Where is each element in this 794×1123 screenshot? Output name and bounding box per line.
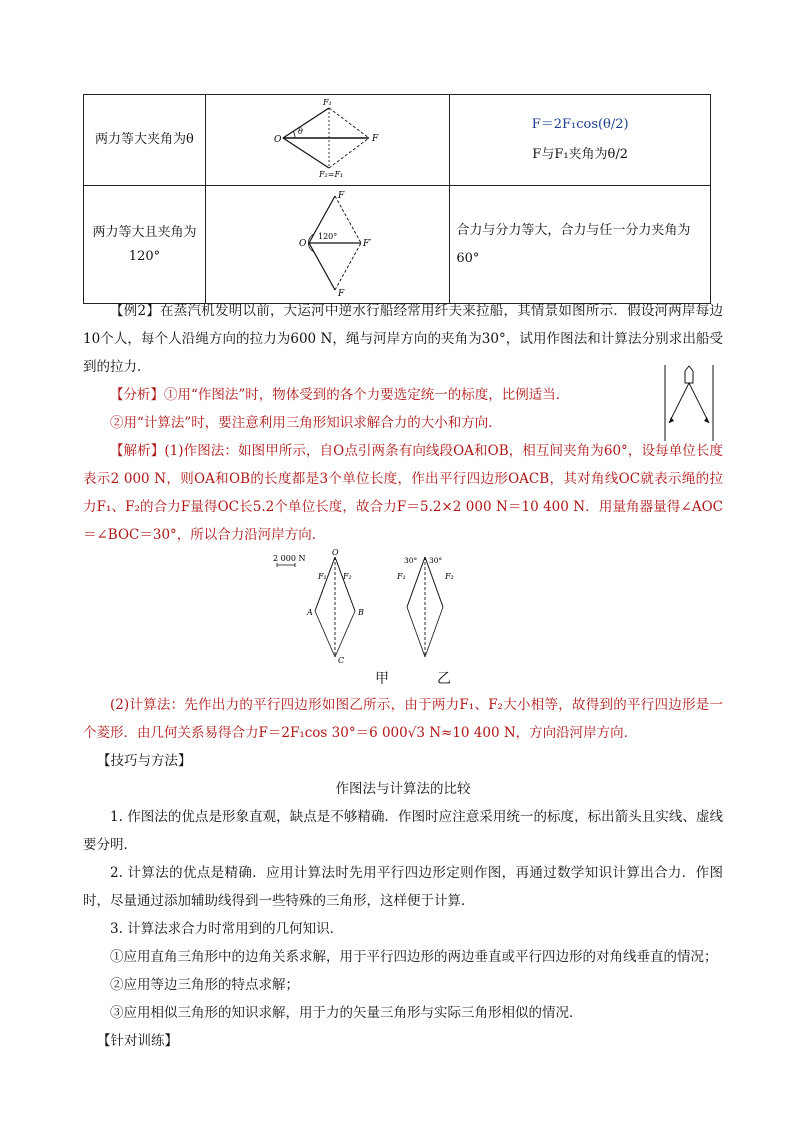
analysis-2: ②用“计算法”时，要注意利用三角形知识求解合力的大小和方向． [110, 415, 502, 431]
tips-head: 【技巧与方法】 [97, 753, 192, 769]
svg-text:F₂: F₂ [445, 572, 454, 581]
caption-jia: 甲 [375, 671, 389, 687]
caption-yi: 乙 [437, 671, 451, 687]
table-row [84, 186, 711, 304]
row2-desc: 合力与分力等大，合力与任一分力夹角为60° [450, 186, 711, 304]
row2-label: 两力等大且夹角为120° [84, 186, 206, 304]
figures-jia-yi [83, 549, 723, 667]
svg-text:O: O [332, 549, 339, 557]
label-theta: θ [297, 127, 303, 136]
tips-title: 作图法与计算法的比较 [335, 781, 471, 797]
example-text: 在蒸汽机发明以前，大运河中逆水行船经常用纤夫来拉船，其情景如图所示．假设河两岸每边10个人，每个人沿绳方向的拉力为600 N，绳与河岸方向的夹角为30°，试用作图法和计算法分别求出船受到的拉力． [83, 303, 724, 375]
svg-text:F₂: F₂ [343, 572, 352, 581]
svg-text:F₁: F₁ [318, 572, 327, 581]
label-F2: F₂=F₁ [318, 170, 343, 178]
label-O: O [273, 135, 282, 145]
svg-text:F₁: F₁ [397, 572, 406, 581]
tips-p4: ①应用直角三角形中的边角关系求解，用于平行四边形的两边垂直或平行四边形的对角线垂直的情况； [110, 949, 718, 965]
scale-label: 2 000 N [273, 554, 306, 563]
svg-text:30°: 30° [404, 556, 418, 565]
figure-captions [103, 667, 723, 691]
force-table [83, 94, 711, 304]
row1-figure-cell [205, 95, 449, 186]
rhombus-120-diagram [283, 188, 373, 298]
svg-text:C: C [338, 656, 345, 665]
example-paragraph [83, 297, 723, 381]
tips-p3: 3. 计算法求合力时常用到的几何知识． [110, 921, 344, 937]
row1-formula: F＝2F₁cos(θ/2) [531, 117, 629, 132]
parallelogram-figures [273, 549, 533, 667]
tips-p5: ②应用等边三角形的特点求解； [110, 977, 299, 993]
training-head: 【针对训练】 [97, 1033, 178, 1049]
table-row [84, 95, 711, 186]
svg-text:A: A [307, 608, 313, 617]
row1-relation: F与F₁夹角为θ/2 [532, 147, 629, 162]
figure-yi [396, 556, 454, 657]
rhombus-diagram [273, 98, 383, 178]
figure-jia [273, 549, 364, 665]
label-F-prime: F′ [362, 238, 371, 249]
label-O: O [298, 238, 307, 249]
label-F: F [371, 134, 378, 144]
svg-text:30°: 30° [429, 556, 443, 565]
tips-p6: ③应用相似三角形的知识求解，用于力的矢量三角形与实际三角形相似的情况． [110, 1005, 583, 1021]
svg-text:B: B [358, 608, 364, 617]
row2-figure-cell [205, 186, 449, 304]
row1-result-cell [450, 95, 711, 186]
tips-p2: 2. 计算法的优点是精确．应用计算法时先用平行四边形定则作图，再通过数学知识计算出合力．作图时，尽量通过添加辅助线得到一些特殊的三角形，这样便于计算． [83, 865, 723, 909]
row1-label: 两力等大夹角为θ [84, 95, 206, 186]
label-120: 120° [317, 231, 337, 241]
label-F1: F₁ [322, 98, 332, 107]
label-F-bottom: F [337, 288, 344, 298]
label-F-top: F [337, 190, 344, 201]
solution-1: 【解析】(1)作图法：如图甲所示，自O点引两条有向线段OA和OB，相互间夹角为60°，设每单位长度表示2 000 N，则OA和OB的长度都是3个单位长度，作出平行四边形OACB，其对角线OC就表示绳的拉力F₁、F₂的合力F量得OC长5.2个单位长度，故合力F＝5.2×2 000 N＝10 400 N．用量角器量得∠AOC＝∠BOC＝30°，所以合力沿河岸方向． [83, 443, 723, 543]
example-section [83, 297, 723, 1055]
analysis-1: 【分析】①用“作图法”时，物体受到的各个力要选定统一的标度，比例适当． [110, 387, 570, 403]
tips-p1: 1. 作图法的优点是形象直观，缺点是不够精确．作图时应注意采用统一的标度，标出箭头且实线、虚线要分明． [83, 809, 723, 853]
example-head: 【例2】 [110, 303, 161, 319]
solution-2: (2)计算法：先作出力的平行四边形如图乙所示，由于两力F₁、F₂大小相等，故得到的平行四边形是一个菱形．由几何关系易得合力F＝2F₁cos 30°＝6 000√3 N≈10 400 N，方向沿河岸方向． [83, 697, 723, 741]
